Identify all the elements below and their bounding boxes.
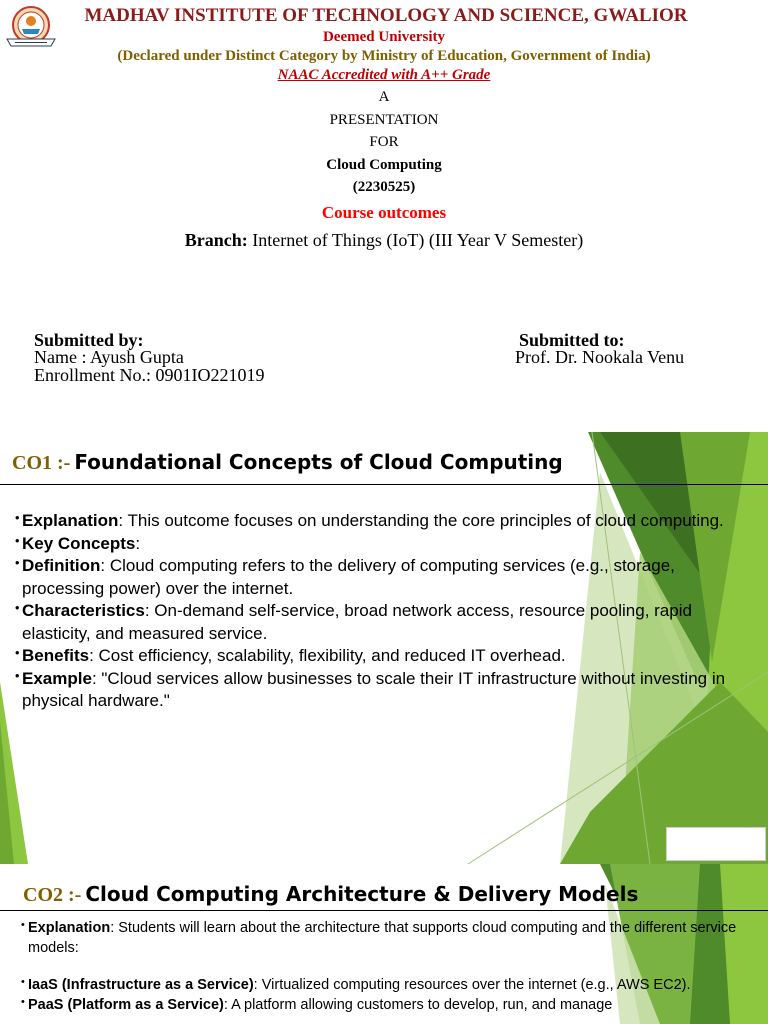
co1-title [12, 450, 563, 475]
co2-bullet-list [21, 919, 741, 1015]
title-slide [0, 0, 768, 432]
bullet-term: Characteristics [22, 601, 145, 620]
bullet-term: Key Concepts [22, 533, 136, 553]
bullet-item [15, 668, 750, 713]
student-name: Name : Ayush Gupta [34, 347, 184, 367]
bullet-item [15, 555, 750, 600]
bullet-item [15, 510, 750, 533]
bullet-item [15, 645, 750, 668]
bullet-item [21, 996, 741, 1016]
bullet-text: : Cloud computing refers to the delivery of computing services (e.g., storage, processing power) over the internet. [22, 556, 675, 598]
submitted-to-label: Submitted to: [519, 330, 625, 350]
bullet-text: : Cost efficiency, scalability, flexibility, and reduced IT overhead. [89, 646, 566, 665]
bullet-term: IaaS (Infrastructure as a Service) [28, 977, 254, 993]
bullet-text: : Virtualized computing resources over the internet (e.g., AWS EC2). [253, 977, 691, 993]
line-a: A [378, 89, 390, 105]
co2-title [23, 882, 638, 907]
naac-accreditation: NAAC Accredited with A++ Grade [277, 67, 491, 83]
bullet-item [21, 919, 741, 958]
bullet-text: : "Cloud services allow businesses to scale their IT infrastructure without investing in physical hardware." [22, 668, 726, 710]
bullet-term: Explanation [22, 511, 119, 530]
bullet-term: Benefits [22, 646, 90, 665]
branch-value: Internet of Things (IoT) (III Year V Semester) [252, 230, 584, 250]
enrollment-number: Enrollment No.: 0901IO221019 [34, 365, 265, 385]
branch-label: Branch: [184, 230, 248, 250]
line-presentation: PRESENTATION [329, 112, 439, 128]
course-outcomes-heading: Course outcomes [321, 203, 447, 222]
title-divider [0, 910, 768, 911]
co2-slide [0, 864, 768, 1024]
declared-category: (Declared under Distinct Category by Ministry of Education, Government of India) [117, 48, 651, 64]
submitted-by-label: Submitted by: [34, 330, 144, 350]
deemed-university: Deemed University [322, 29, 446, 45]
bullet-text: : On-demand self-service, broad network access, resource pooling, rapid elasticity, and measured service. [22, 601, 692, 643]
co1-heading: Foundational Concepts of Cloud Computing [74, 450, 563, 474]
bullet-item [15, 533, 750, 556]
line-for: FOR [369, 134, 399, 150]
bullet-term: Definition [22, 556, 101, 575]
bullet-term: Explanation [28, 920, 111, 936]
co2-heading: Cloud Computing Architecture & Delivery Models [85, 882, 639, 906]
institute-name: MADHAV INSTITUTE OF TECHNOLOGY AND SCIENCE, GWALIOR [84, 5, 688, 26]
bullet-term: PaaS (Platform as a Service) [28, 996, 224, 1013]
bullet-item [21, 976, 741, 996]
co2-prefix: CO2 :- [23, 884, 82, 906]
co1-bullet-list [15, 510, 750, 713]
blank-box [666, 827, 766, 861]
course-name: Cloud Computing [326, 157, 442, 173]
bullet-item [15, 600, 750, 645]
faculty-name: Prof. Dr. Nookala Venu [515, 347, 685, 367]
co1-slide [0, 432, 768, 864]
co1-prefix: CO1 :- [12, 452, 71, 474]
branch-line [0, 230, 768, 251]
bullet-term: Example [22, 668, 92, 688]
bullet-text: : [135, 533, 141, 553]
bullet-text: : This outcome focuses on understanding the core principles of cloud computing. [118, 511, 724, 530]
bullet-text: : Students will learn about the architecture that supports cloud computing and the different service models: [28, 920, 737, 956]
course-code: (2230525) [352, 179, 416, 195]
title-divider [0, 484, 768, 485]
bullet-text: : A platform allowing customers to develop, run, and manage [223, 996, 613, 1013]
